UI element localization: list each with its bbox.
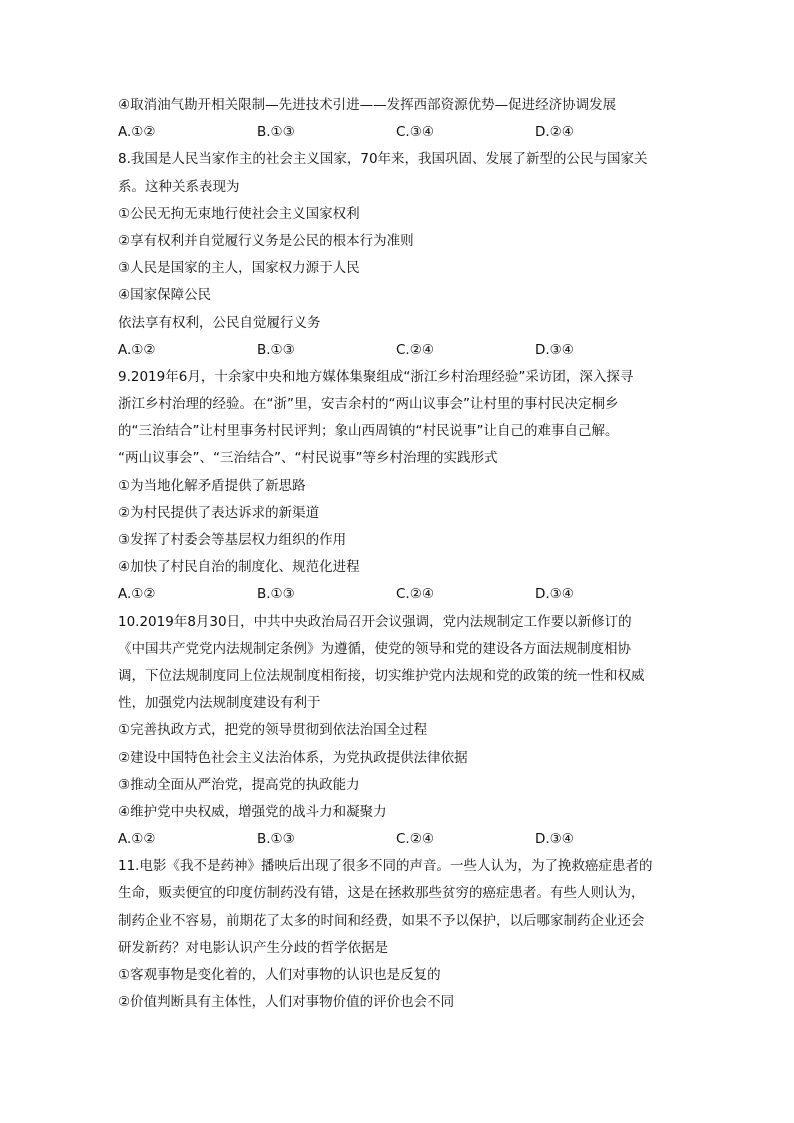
- q10-options: [118, 826, 678, 853]
- q9-item-3: ③发挥了村委会等基层权力组织的作用: [118, 532, 347, 548]
- q8-item-3: ③人民是国家的主人，国家权力源于人民: [118, 260, 360, 277]
- q7-item-4: ④取消油气勘开相关限制—先进技术引进——发挥西部资源优势—促进经济协调发展: [118, 97, 617, 113]
- q9-item-2: ②为村民提供了表达诉求的新渠道: [118, 504, 320, 521]
- q11-item-1: ①客观事物是变化着的，人们对事物的认识也是反复的: [118, 967, 441, 983]
- q7-option-d: D.②④: [535, 124, 574, 141]
- q9-options: [118, 581, 678, 608]
- q10-item-1: ①完善执政方式，把党的领导贯彻到依法治国全过程: [118, 722, 428, 739]
- q8-stem-line: 系。这种关系表现为: [118, 178, 240, 195]
- q10-option-d: D.③④: [535, 831, 574, 848]
- q10-option-a: A.①②: [118, 831, 156, 848]
- q11-stem-line: 11.电影《我不是药神》播映后出现了很多不同的声音。一些人认为，为了挽救癌症患者的: [118, 858, 653, 875]
- q9-stem-line: 9.2019年6月，十余家中央和地方媒体集聚组成“浙江乡村治理经验”采访团，深入探寻: [118, 368, 634, 385]
- q8-item-4-cont: 依法享有权利，公民自觉履行义务: [118, 314, 321, 331]
- question-11: [118, 853, 678, 1016]
- q9-item-4: ④加快了村民自治的制度化、规范化进程: [118, 559, 360, 576]
- q9-item-1: ①为当地化解矛盾提供了新思路: [118, 477, 306, 494]
- q7-option-c: C.③④: [396, 124, 434, 141]
- q9-stem-line: “两山议事会”、“三治结合”、“村民说事”等乡村治理的实践形式: [118, 450, 498, 467]
- q11-stem-line: 制药企业不容易，前期花了太多的时间和经费，如果不予以保护，以后哪家制药企业还会: [118, 912, 645, 929]
- q10-item-2: ②建设中国特色社会主义法治体系，为党执政提供法律依据: [118, 749, 468, 766]
- q10-stem-line: 10.2019年8月30日，中共中央政治局召开会议强调，党内法规制定工作要以新修订的: [118, 613, 632, 630]
- q8-item-4: ④国家保障公民: [118, 287, 212, 304]
- q10-item-4: ④维护党中央权威，增强党的战斗力和凝聚力: [118, 803, 387, 820]
- q8-item-1: ①公民无拘无束地行使社会主义国家权利: [118, 205, 360, 222]
- q10-item-3: ③推动全面从严治党，提高党的执政能力: [118, 776, 360, 793]
- q7-options: [118, 119, 678, 146]
- exam-page: [118, 92, 678, 1016]
- q7-option-a: A.①②: [118, 124, 156, 141]
- question-10: [118, 609, 678, 854]
- q8-stem-line: 8.我国是人民当家作主的社会主义国家，70年来，我国巩固、发展了新型的公民与国家关: [118, 151, 648, 168]
- question-9: [118, 364, 678, 609]
- q9-option-d: D.③④: [535, 586, 574, 603]
- q9-stem-line: 浙江乡村治理的经验。在“浙”里，安吉余村的“两山议事会”让村里的事村民决定桐乡: [118, 396, 619, 413]
- question-8: [118, 146, 678, 364]
- q10-stem-line: 性，加强党内法规制度建设有利于: [118, 695, 321, 712]
- q9-option-b: B.①③: [257, 586, 295, 603]
- q9-option-c: C.②④: [396, 586, 434, 603]
- q8-option-d: D.③④: [535, 341, 574, 358]
- q8-option-a: A.①②: [118, 341, 156, 358]
- q11-stem-line: 生命，贩卖便宜的印度仿制药没有错，这是在拯救那些贫穷的癌症患者。有些人则认为，: [118, 885, 645, 902]
- q10-stem-line: 调，下位法规制度同上位法规制度相衔接，切实维护党内法规和党的政策的统一性和权威: [118, 667, 645, 684]
- q10-stem-line: 《中国共产党党内法规制定条例》为遵循，使党的领导和党的建设各方面法规制度相协: [118, 640, 631, 657]
- q11-item-2: ②价值判断具有主体性，人们对事物价值的评价也会不同: [118, 994, 455, 1011]
- q8-options: [118, 337, 678, 364]
- q11-stem-line: 研发新药？对电影认识产生分歧的哲学依据是: [118, 939, 388, 956]
- q9-option-a: A.①②: [118, 586, 156, 603]
- q10-option-c: C.②④: [396, 831, 434, 848]
- q8-option-b: B.①③: [257, 341, 295, 358]
- q8-option-c: C.②④: [396, 341, 434, 358]
- q10-option-b: B.①③: [257, 831, 295, 848]
- question-7: [118, 92, 678, 146]
- q9-stem-line: 的“三治结合”让村里事务村民评判；象山西周镇的“村民说事”让自己的难事自己解。: [118, 423, 619, 440]
- q7-option-b: B.①③: [257, 124, 295, 141]
- q8-item-2: ②享有权利并自觉履行义务是公民的根本行为准则: [118, 232, 414, 249]
